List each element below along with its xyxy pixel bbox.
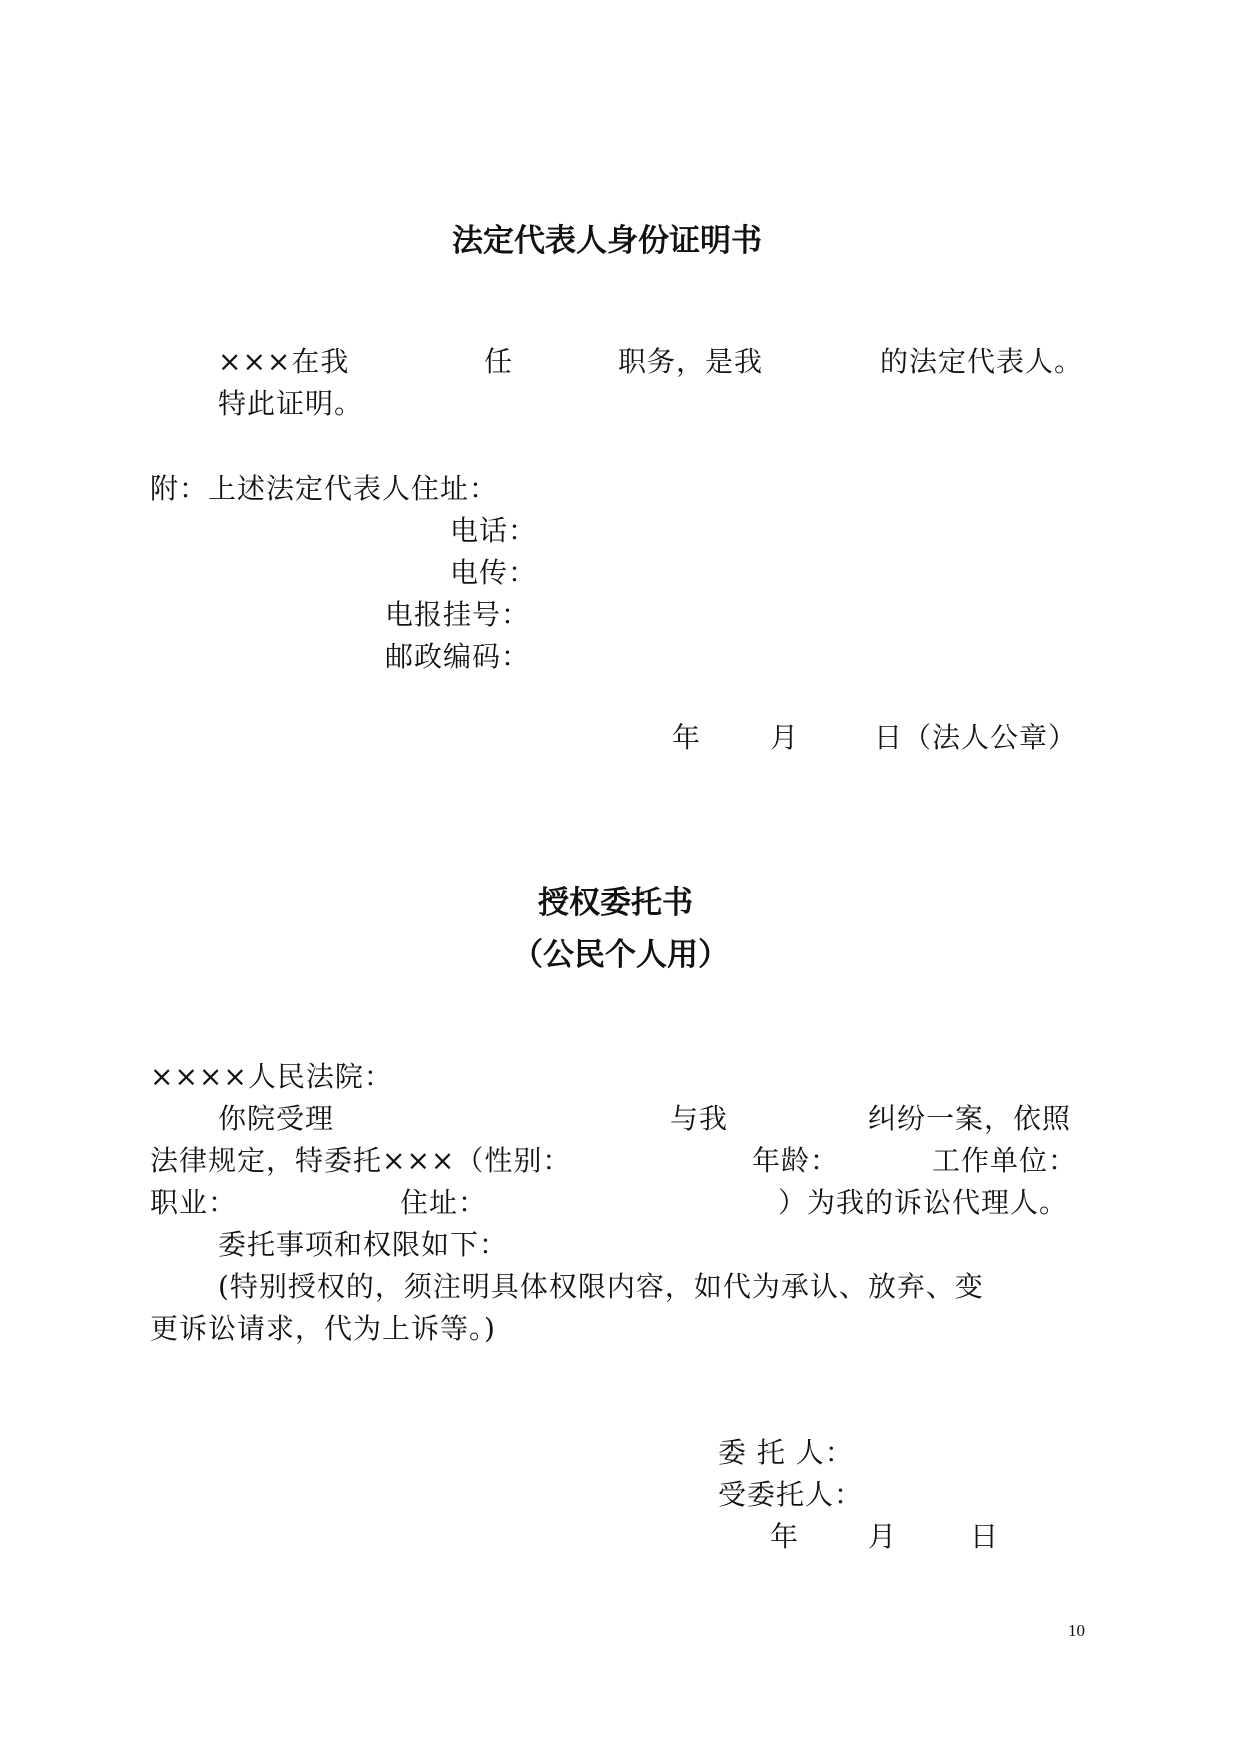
statement-line-part: 职务，是我 — [618, 345, 764, 378]
paragraph-line: (特别授权的，须注明具体权限内容，如代为承认、放弃、变 — [218, 1270, 984, 1303]
court-line: ××××人民法院： — [150, 1060, 393, 1093]
date-day: 日 — [970, 1520, 1000, 1553]
postcode-label: 邮政编码： — [385, 640, 531, 673]
paragraph-line: 委托事项和权限如下： — [218, 1228, 509, 1261]
attachment-address-label: 附：上述法定代表人住址： — [150, 472, 499, 505]
statement-line-part: 的法定代表人。 — [880, 345, 1084, 378]
date-month: 月 — [770, 721, 800, 754]
paragraph-part: 与我 — [670, 1102, 729, 1135]
paragraph-part: 纠纷一案，依照 — [868, 1102, 1072, 1135]
agent-label: 受委托人： — [718, 1478, 864, 1511]
paragraph-part: 职业： — [150, 1186, 238, 1219]
date-day-seal: 日（法人公章） — [874, 721, 1078, 754]
paragraph-part: 年龄： — [752, 1144, 840, 1177]
paragraph-part: 住址： — [400, 1186, 488, 1219]
phone-label: 电话： — [450, 514, 538, 547]
fax-label: 电传： — [450, 556, 538, 589]
section-title: 授权委托书 — [538, 885, 693, 921]
paragraph-part: 法律规定，特委托×××（性别： — [150, 1144, 572, 1177]
date-month: 月 — [868, 1520, 898, 1553]
date-year: 年 — [672, 721, 702, 754]
certification-line: 特此证明。 — [218, 387, 364, 420]
principal-label: 委 托 人： — [718, 1436, 854, 1469]
statement-line-part: 任 — [484, 345, 514, 378]
date-year: 年 — [770, 1520, 800, 1553]
page-title: 法定代表人身份证明书 — [452, 223, 762, 259]
page-number: 10 — [1068, 1621, 1085, 1640]
paragraph-part: 工作单位： — [932, 1144, 1078, 1177]
paragraph-part: ）为我的诉讼代理人。 — [778, 1186, 1069, 1219]
statement-line-part: ×××在我 — [218, 345, 350, 378]
telegram-label: 电报挂号： — [385, 598, 531, 631]
section-subtitle: （公民个人用） — [512, 937, 729, 973]
paragraph-part: 你院受理 — [218, 1102, 335, 1135]
paragraph-line: 更诉讼请求，代为上诉等。) — [150, 1312, 496, 1345]
